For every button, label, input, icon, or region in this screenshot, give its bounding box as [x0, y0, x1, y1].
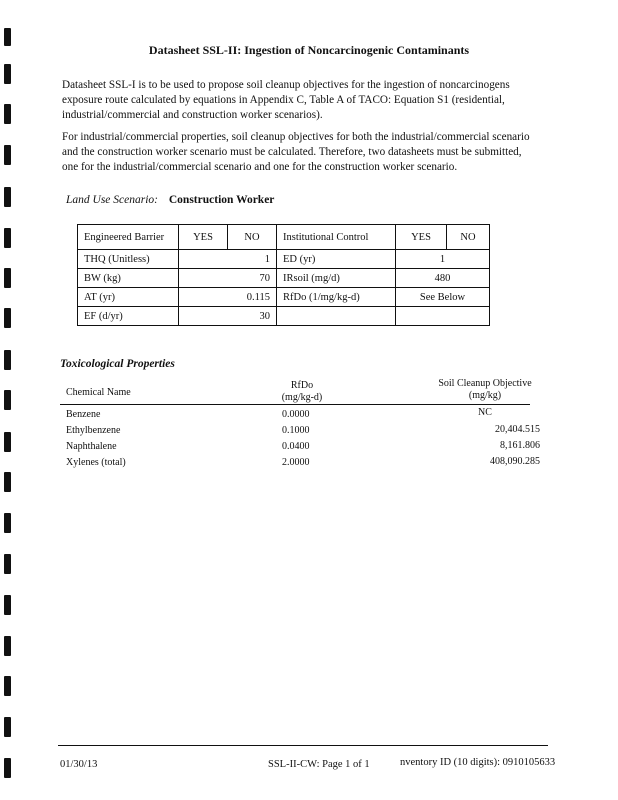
- engineered-barrier-yes: YES: [179, 225, 228, 250]
- tox-row-rfdo: 2.0000: [282, 457, 310, 468]
- at-label: AT (yr): [78, 288, 179, 307]
- irsoil-label: IRsoil (mg/d): [277, 269, 396, 288]
- ed-label: ED (yr): [277, 250, 396, 269]
- bw-label: BW (kg): [78, 269, 179, 288]
- binder-hole: [4, 228, 11, 248]
- tox-row-rfdo: 0.0000: [282, 409, 310, 420]
- binder-hole: [4, 432, 11, 452]
- tox-row-name: Benzene: [66, 409, 101, 420]
- footer-page: SSL-II-CW: Page 1 of 1: [268, 759, 370, 770]
- tox-row-name: Naphthalene: [66, 441, 117, 452]
- ed-value: 1: [396, 250, 490, 269]
- binder-hole: [4, 513, 11, 533]
- tox-row-sco: 408,090.285: [490, 456, 540, 467]
- empty-cell: [396, 307, 490, 326]
- binder-hole: [4, 104, 11, 124]
- col-sco-line1: Soil Cleanup Objective: [438, 378, 532, 389]
- tox-row-sco: 20,404.515: [495, 424, 540, 435]
- toxicological-properties-title: Toxicological Properties: [60, 358, 175, 370]
- header-rule: [60, 404, 530, 405]
- col-rfdo-line2: (mg/kg-d): [281, 392, 323, 403]
- col-soil-cleanup-objective: [425, 378, 545, 402]
- land-use-scenario: [66, 194, 274, 206]
- thq-value: 1: [179, 250, 277, 269]
- col-rfdo-line1: RfDo: [290, 380, 314, 391]
- tox-row-name: Ethylbenzene: [66, 425, 121, 436]
- ef-label: EF (d/yr): [78, 307, 179, 326]
- rfdo-value: See Below: [396, 288, 490, 307]
- col-sco-line2: (mg/kg): [468, 390, 502, 401]
- col-rfdo: [262, 380, 342, 404]
- footer-inventory: nventory ID (10 digits): 0910105633: [400, 757, 556, 768]
- tox-row-rfdo: 0.1000: [282, 425, 310, 436]
- footer-rule: [58, 745, 548, 746]
- irsoil-value: 480: [396, 269, 490, 288]
- at-value: 0.115: [179, 288, 277, 307]
- engineered-barrier-no: NO: [228, 225, 277, 250]
- land-use-label: Land Use Scenario:: [66, 194, 158, 206]
- tox-row-sco: 8,161.806: [500, 440, 540, 451]
- empty-cell: [277, 307, 396, 326]
- intro-paragraph: Datasheet SSL-I is to be used to propose soil cleanup objectives for the ingestion of noncarcinogens exposure route calculated by equations in Appendix C, Table A of TACO: Equation S1 (residential, industrial/commercial and construction worker scenarios).: [62, 79, 510, 121]
- ef-value: 30: [179, 307, 277, 326]
- institutional-control-no: NO: [447, 225, 490, 250]
- binder-hole: [4, 390, 11, 410]
- tox-row-sco: NC: [478, 407, 492, 418]
- binder-hole: [4, 308, 11, 328]
- binder-hole: [4, 64, 11, 84]
- thq-label: THQ (Unitless): [78, 250, 179, 269]
- binder-hole: [4, 758, 11, 778]
- institutional-control-yes: YES: [396, 225, 447, 250]
- binder-hole: [4, 472, 11, 492]
- col-chemical-name: Chemical Name: [66, 387, 131, 398]
- parameters-table: [77, 224, 490, 326]
- tox-row-name: Xylenes (total): [66, 457, 126, 468]
- binder-hole: [4, 350, 11, 370]
- bw-value: 70: [179, 269, 277, 288]
- footer-date: 01/30/13: [60, 759, 98, 770]
- binder-hole: [4, 595, 11, 615]
- binder-hole: [4, 268, 11, 288]
- engineered-barrier-label: Engineered Barrier: [78, 225, 179, 250]
- page-title: Datasheet SSL-II: Ingestion of Noncarcinogenic Contaminants: [148, 43, 470, 57]
- institutional-control-label: Institutional Control: [277, 225, 396, 250]
- binder-hole: [4, 717, 11, 737]
- binder-hole: [4, 187, 11, 207]
- tox-row-rfdo: 0.0400: [282, 441, 310, 452]
- binder-hole: [4, 145, 11, 165]
- rfdo-label: RfDo (1/mg/kg-d): [277, 288, 396, 307]
- binder-hole: [4, 554, 11, 574]
- binder-hole: [4, 636, 11, 656]
- land-use-value: Construction Worker: [168, 194, 275, 206]
- requirements-paragraph: For industrial/commercial properties, soil cleanup objectives for both the industrial/commercial scenario and the construction worker scenario must be calculated. Therefore, two datasheets must be submitted, one for the industrial/commercial scenario and one for the construction worker scenario.: [62, 131, 530, 173]
- binder-hole: [4, 676, 11, 696]
